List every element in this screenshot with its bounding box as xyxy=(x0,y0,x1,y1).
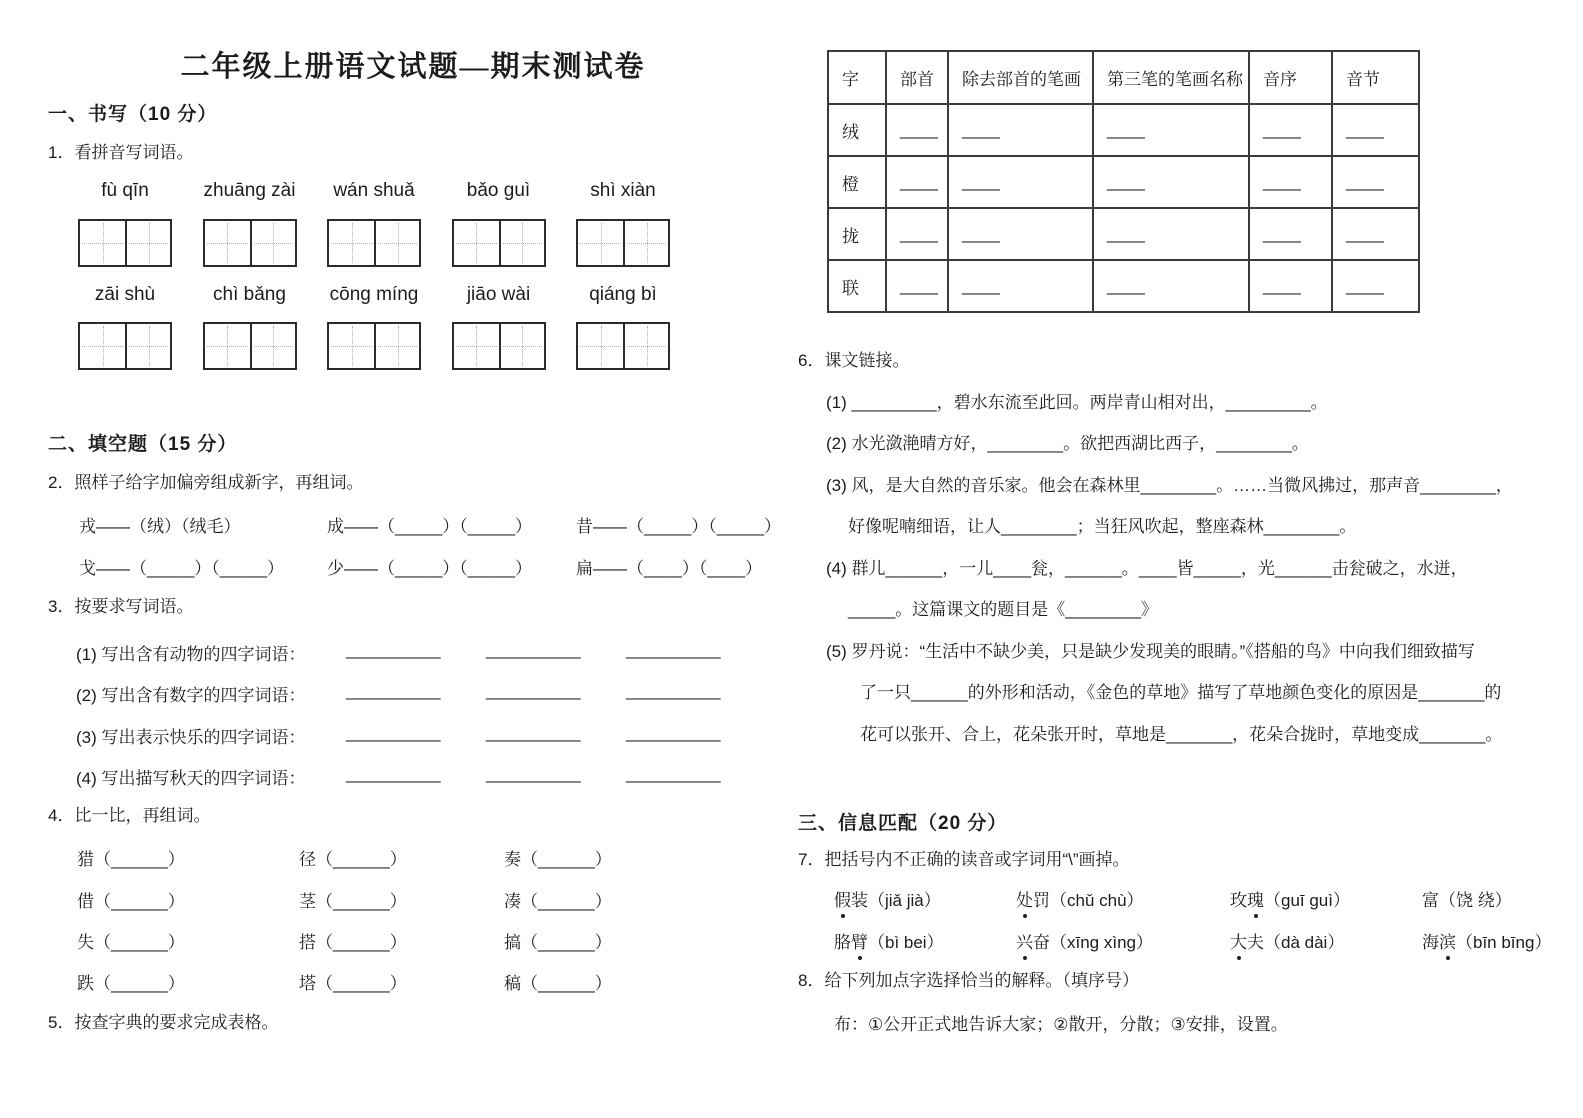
word-text: 夫（dà dài） xyxy=(1247,933,1345,952)
q4-row xyxy=(77,928,612,953)
tianzige-cell xyxy=(578,221,623,265)
table-cell: ____ xyxy=(886,208,948,260)
table-cell: ____ xyxy=(1093,104,1249,156)
q7-label: 7．把括号内不正确的读音或字词用“\”画掉。 xyxy=(798,850,1130,869)
pinyin-label: wán shuǎ xyxy=(333,180,415,201)
table-header-cell: 部首 xyxy=(886,51,948,104)
pinyin-label: qiáng bì xyxy=(589,284,657,305)
compare-word: 搞（______） xyxy=(504,933,612,952)
table-cell: ____ xyxy=(886,156,948,208)
q6-line: (2) 水光潋滟晴方好，________。欲把西湖比西子，________。 xyxy=(826,434,1309,453)
tianzige-cell xyxy=(454,324,499,368)
answer-blank: __________ xyxy=(346,723,441,742)
table-header-cell: 字 xyxy=(828,51,886,104)
table-row xyxy=(828,260,1419,312)
radical-item: 戈——（_____）（_____） xyxy=(79,559,285,578)
tianzige-cell xyxy=(80,221,125,265)
table-cell: 橙 xyxy=(828,156,886,208)
word-text: （bì bei） xyxy=(868,933,944,952)
table-cell: 绒 xyxy=(828,104,886,156)
word-text: 装（jiǎ jià） xyxy=(851,891,941,910)
dictionary-table xyxy=(827,50,1420,313)
word-text: 胳 xyxy=(834,933,851,952)
compare-word: 跌（______） xyxy=(77,974,185,993)
compare-word: 失（______） xyxy=(77,933,185,952)
q7-word-row xyxy=(834,928,1552,953)
table-header-cell: 音节 xyxy=(1332,51,1419,104)
table-cell: ____ xyxy=(948,104,1093,156)
radical-item: 扁——（____）（____） xyxy=(576,559,763,578)
word-text: 海 xyxy=(1422,933,1439,952)
page-title: 二年级上册语文试题—期末测试卷 xyxy=(180,51,646,83)
table-cell: ____ xyxy=(948,260,1093,312)
tianzige-group xyxy=(327,322,421,370)
table-cell: ____ xyxy=(1332,104,1419,156)
tianzige-cell xyxy=(499,324,544,368)
q1-label: 1．看拼音写词语。 xyxy=(48,143,194,162)
emphasis-dot-char: 滨 xyxy=(1439,928,1456,953)
table-cell: ____ xyxy=(1093,260,1249,312)
q3-item-label: (2) 写出含有数字的四字词语： xyxy=(76,686,306,705)
q6-line: (3) 风，是大自然的音乐家。他会在森林里________。……当微风拂过，那声音________， xyxy=(826,476,1513,495)
word-text: 罚（chǔ chù） xyxy=(1033,891,1144,910)
emphasis-dot-char: 假 xyxy=(834,886,851,911)
compare-word: 茎（______） xyxy=(299,892,407,911)
compare-word: 凑（______） xyxy=(504,892,612,911)
compare-word: 借（______） xyxy=(77,892,185,911)
emphasis-dot-char: 臂 xyxy=(851,928,868,953)
word-choice xyxy=(1422,886,1546,911)
q6-line-continuation: 了一只______的外形和活动，《金色的草地》描写了草地颜色变化的原因是_______的 xyxy=(860,683,1502,702)
word-text: （guī guì） xyxy=(1264,891,1350,910)
section-heading-fill: 二、填空题（15 分） xyxy=(48,434,238,455)
word-choice xyxy=(834,886,1016,911)
answer-blank: __________ xyxy=(346,764,441,783)
q2-label: 2．照样子给字加偏旁组成新字，再组词。 xyxy=(48,473,364,492)
q7-word-row xyxy=(834,886,1546,911)
table-cell: 拢 xyxy=(828,208,886,260)
tianzige-cell xyxy=(205,324,250,368)
compare-word: 稿（______） xyxy=(504,974,612,993)
table-cell: ____ xyxy=(886,104,948,156)
pinyin-row-2 xyxy=(78,284,670,306)
word-choice xyxy=(1016,886,1230,911)
word-text: 奋（xīng xìng） xyxy=(1033,933,1153,952)
table-cell: ____ xyxy=(948,208,1093,260)
tianzige-cell xyxy=(329,221,374,265)
compare-word: 奏（______） xyxy=(504,850,612,869)
tianzige-cell xyxy=(454,221,499,265)
tianzige-cell xyxy=(578,324,623,368)
right-column xyxy=(798,0,1568,1118)
q3-item-label: (4) 写出描写秋天的四字词语： xyxy=(76,769,306,788)
tianzige-cell xyxy=(250,324,295,368)
tianzige-cell xyxy=(499,221,544,265)
answer-blank: __________ xyxy=(626,764,721,783)
tianzige-group xyxy=(203,219,297,267)
word-text: （bīn bīng） xyxy=(1456,933,1552,952)
tianzige-group xyxy=(78,219,172,267)
table-header-cell: 第三笔的笔画名称 xyxy=(1093,51,1249,104)
q8-label: 8．给下列加点字选择恰当的解释。（填序号） xyxy=(798,971,1139,990)
word-choice xyxy=(834,928,1016,953)
q3-item xyxy=(76,640,766,665)
q6-line: (4) 群儿______，一儿____瓮，______。____皆_____，光______击瓮破之，水迸， xyxy=(826,559,1468,578)
table-header-cell: 除去部首的笔画 xyxy=(948,51,1093,104)
left-column xyxy=(48,0,782,1118)
table-cell: 联 xyxy=(828,260,886,312)
emphasis-dot-char: 处 xyxy=(1016,886,1033,911)
table-cell: ____ xyxy=(1332,208,1419,260)
table-row xyxy=(828,156,1419,208)
answer-blank: __________ xyxy=(486,640,581,659)
compare-word: 搭（______） xyxy=(299,933,407,952)
answer-blank: __________ xyxy=(346,681,441,700)
q6-line-continuation: 花可以张开、合上，花朵张开时，草地是_______，花朵合拢时，草地变成_______。 xyxy=(860,725,1503,744)
tianzige-row-2 xyxy=(78,322,670,370)
answer-blank: __________ xyxy=(486,723,581,742)
emphasis-dot-char: 大 xyxy=(1230,928,1247,953)
tianzige-group xyxy=(327,219,421,267)
pinyin-label: zāi shù xyxy=(94,284,156,305)
table-cell: ____ xyxy=(1093,208,1249,260)
q2-row xyxy=(79,554,762,579)
table-cell: ____ xyxy=(1249,208,1332,260)
q2-row xyxy=(79,512,781,537)
q3-item xyxy=(76,723,766,748)
q4-row xyxy=(77,845,612,870)
tianzige-group xyxy=(78,322,172,370)
tianzige-cell xyxy=(623,324,668,368)
answer-blank: __________ xyxy=(626,723,721,742)
word-choice xyxy=(1230,928,1422,953)
tianzige-group xyxy=(576,219,670,267)
table-cell: ____ xyxy=(1249,104,1332,156)
q3-item-label: (3) 写出表示快乐的四字词语： xyxy=(76,728,306,747)
q8-definitions: 布：①公开正式地告诉大家；②散开，分散；③安排，设置。 xyxy=(834,1015,1288,1034)
q4-label: 4．比一比，再组词。 xyxy=(48,806,211,825)
table-header-cell: 音序 xyxy=(1249,51,1332,104)
radical-item: 少——（_____）（_____） xyxy=(327,559,533,578)
q4-row xyxy=(77,969,612,994)
pinyin-label: shì xiàn xyxy=(590,180,656,201)
tianzige-cell xyxy=(80,324,125,368)
q3-label: 3．按要求写词语。 xyxy=(48,597,194,616)
tianzige-cell xyxy=(623,221,668,265)
q5-label: 5．按查字典的要求完成表格。 xyxy=(48,1013,279,1032)
answer-blank: __________ xyxy=(486,681,581,700)
table-header-row xyxy=(828,51,1419,104)
answer-blank: __________ xyxy=(346,640,441,659)
emphasis-dot-char: 兴 xyxy=(1016,928,1033,953)
tianzige-cell xyxy=(125,221,170,265)
q6-line: (1) _________，碧水东流至此回。两岸青山相对出，_________。 xyxy=(826,393,1328,412)
pinyin-label: jiāo wài xyxy=(466,284,531,305)
q3-item xyxy=(76,764,766,789)
table-cell: ____ xyxy=(886,260,948,312)
pinyin-label: zhuāng zài xyxy=(203,180,296,201)
tianzige-group xyxy=(576,322,670,370)
word-choice xyxy=(1016,928,1230,953)
q4-row xyxy=(77,887,612,912)
radical-item: 成——（_____）（_____） xyxy=(327,517,533,536)
tianzige-group xyxy=(452,219,546,267)
pinyin-label: bǎo guì xyxy=(466,180,531,201)
table-row xyxy=(828,104,1419,156)
pinyin-label: cōng míng xyxy=(329,284,419,305)
tianzige-cell xyxy=(374,221,419,265)
tianzige-cell xyxy=(205,221,250,265)
word-text: 玫 xyxy=(1230,891,1247,910)
word-choice xyxy=(1422,928,1551,953)
pinyin-row-1 xyxy=(78,180,670,202)
word-text: 富（饶 绕） xyxy=(1422,891,1512,910)
answer-blank: __________ xyxy=(626,640,721,659)
answer-blank: __________ xyxy=(486,764,581,783)
compare-word: 塔（______） xyxy=(299,974,407,993)
answer-blank: __________ xyxy=(626,681,721,700)
q6-label: 6．课文链接。 xyxy=(798,351,910,370)
table-cell: ____ xyxy=(1249,260,1332,312)
table-row xyxy=(828,208,1419,260)
q3-item xyxy=(76,681,766,706)
section-heading-matching: 三、信息匹配（20 分） xyxy=(798,813,1008,834)
tianzige-cell xyxy=(125,324,170,368)
tianzige-cell xyxy=(250,221,295,265)
tianzige-cell xyxy=(329,324,374,368)
table-cell: ____ xyxy=(1249,156,1332,208)
section-heading-writing: 一、书写（10 分） xyxy=(48,104,218,125)
table-cell: ____ xyxy=(1332,260,1419,312)
q6-line-continuation: 好像呢喃细语，让人________；当狂风吹起，整座森林________。 xyxy=(848,517,1357,536)
radical-item: 戎——（绒）（绒毛） xyxy=(79,517,241,536)
radical-item: 昔——（_____）（_____） xyxy=(576,517,782,536)
table-cell: ____ xyxy=(948,156,1093,208)
word-choice xyxy=(1230,886,1422,911)
tianzige-cell xyxy=(374,324,419,368)
pinyin-label: chì bǎng xyxy=(213,284,286,305)
pinyin-label: fù qīn xyxy=(101,180,149,201)
emphasis-dot-char: 瑰 xyxy=(1247,886,1264,911)
tianzige-group xyxy=(452,322,546,370)
q6-line: (5) 罗丹说：“生活中不缺少美，只是缺少发现美的眼睛。”《搭船的鸟》中向我们细致描写 xyxy=(826,642,1475,661)
table-cell: ____ xyxy=(1093,156,1249,208)
compare-word: 猎（______） xyxy=(77,850,185,869)
q6-line-continuation: _____。这篇课文的题目是《________》 xyxy=(848,600,1158,619)
tianzige-row-1 xyxy=(78,219,670,267)
tianzige-group xyxy=(203,322,297,370)
q3-item-label: (1) 写出含有动物的四字词语： xyxy=(76,645,306,664)
compare-word: 径（______） xyxy=(299,850,407,869)
table-cell: ____ xyxy=(1332,156,1419,208)
